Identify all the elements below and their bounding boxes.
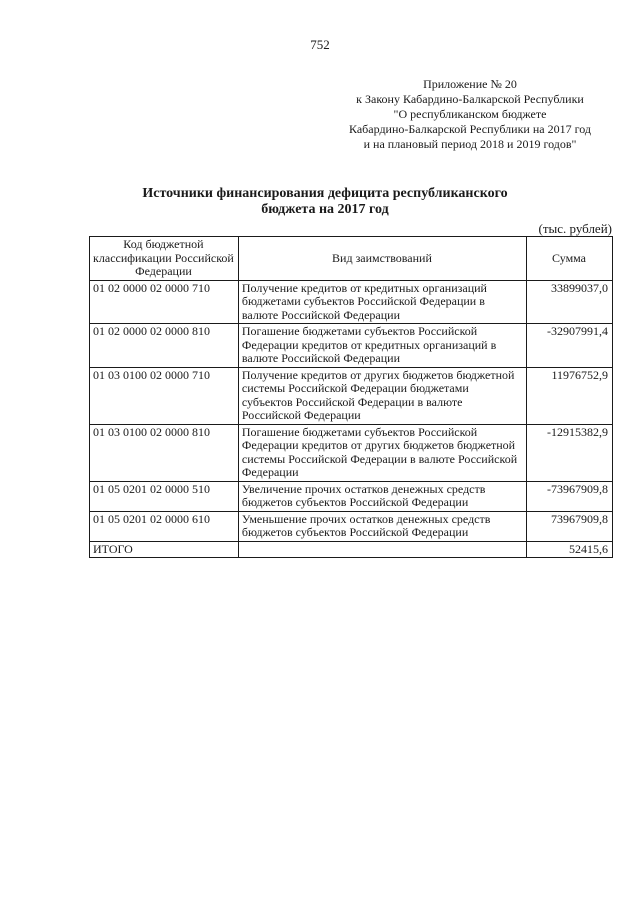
- header-name: Вид заимствований: [238, 237, 526, 281]
- appendix-line: и на плановый период 2018 и 2019 годов": [363, 137, 577, 151]
- units-label: (тыс. рублей): [538, 221, 612, 236]
- cell-name: Погашение бюджетами субъектов Российской Федерации кредитов от других бюджетов бюджетной системы Российской Федерации в валюте Российской Федерации: [238, 424, 526, 481]
- cell-sum: 33899037,0: [527, 280, 613, 324]
- title-line-2: бюджета на 2017 год: [261, 202, 389, 217]
- table-row: [90, 424, 613, 481]
- page-number: 752: [310, 37, 330, 52]
- cell-total-name: [238, 541, 526, 558]
- cell-sum: -32907991,4: [527, 324, 613, 368]
- table-row: [90, 367, 613, 424]
- cell-name: Погашение бюджетами субъектов Российской Федерации кредитов от кредитных организаций в валюте Российской Федерации: [238, 324, 526, 368]
- appendix-line: к Закону Кабардино-Балкарской Республики: [356, 92, 584, 106]
- appendix-line: "О республиканском бюджете: [393, 107, 547, 121]
- cell-code: 01 02 0000 02 0000 810: [90, 324, 239, 368]
- table-total-row: [90, 541, 613, 558]
- cell-sum: 11976752,9: [527, 367, 613, 424]
- cell-name: Получение кредитов от кредитных организаций бюджетами субъектов Российской Федерации в валюте Российской Федерации: [238, 280, 526, 324]
- table-row: [90, 280, 613, 324]
- header-sum: Сумма: [527, 237, 613, 281]
- cell-sum: -73967909,8: [527, 481, 613, 511]
- appendix-header: [300, 77, 640, 152]
- cell-code: 01 03 0100 02 0000 710: [90, 367, 239, 424]
- cell-name: Уменьшение прочих остатков денежных средств бюджетов субъектов Российской Федерации: [238, 511, 526, 541]
- table-row: [90, 481, 613, 511]
- document-title: [100, 186, 550, 218]
- cell-total-sum: 52415,6: [527, 541, 613, 558]
- cell-total-label: ИТОГО: [90, 541, 239, 558]
- cell-sum: 73967909,8: [527, 511, 613, 541]
- cell-sum: -12915382,9: [527, 424, 613, 481]
- table-header-row: [90, 237, 613, 281]
- cell-code: 01 05 0201 02 0000 510: [90, 481, 239, 511]
- appendix-line: Приложение № 20: [423, 77, 517, 91]
- cell-code: 01 03 0100 02 0000 810: [90, 424, 239, 481]
- header-code: Код бюджетной классификации Российской Федерации: [90, 237, 239, 281]
- cell-code: 01 05 0201 02 0000 610: [90, 511, 239, 541]
- table-row: [90, 324, 613, 368]
- appendix-line: Кабардино-Балкарской Республики на 2017 год: [349, 122, 591, 136]
- financing-sources-table: [89, 236, 613, 558]
- table-row: [90, 511, 613, 541]
- title-line-1: Источники финансирования дефицита республиканского: [142, 186, 508, 201]
- cell-name: Получение кредитов от других бюджетов бюджетной системы Российской Федерации бюджетами субъектов Российской Федерации в валюте Российской Федерации: [238, 367, 526, 424]
- cell-name: Увеличение прочих остатков денежных средств бюджетов субъектов Российской Федерации: [238, 481, 526, 511]
- cell-code: 01 02 0000 02 0000 710: [90, 280, 239, 324]
